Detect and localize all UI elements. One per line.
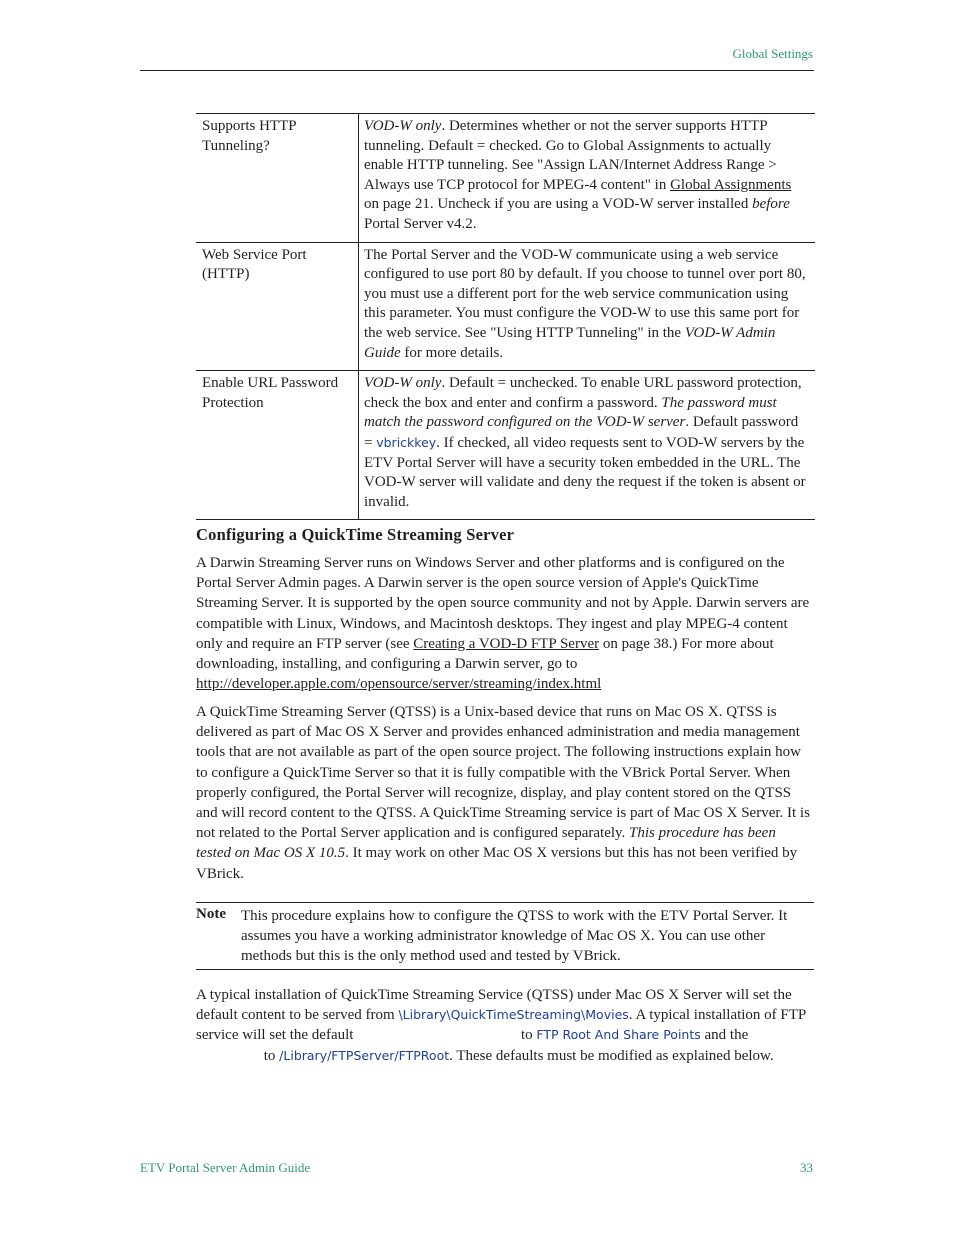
italic-text: This procedure has been tested on Mac OS X 10.5 <box>196 825 776 862</box>
italic-text: The password must match the password configured on the VOD-W server <box>364 394 777 431</box>
param-desc-url-password <box>359 371 816 520</box>
text-run: A Darwin Streaming Server runs on Windows Server and other platforms and is configured on the Portal Server Admin pages. A Darwin server is the open source version of Apple's QuickTime Streaming Server. It is supported by the open source community and not by Apple. Darwin servers are compatible with Linux, Windows, and Macintosh desktops. They ingest and play MPEG-4 content only and require an FTP server (see <box>196 555 810 652</box>
text-run: for more details. <box>400 344 504 361</box>
defaults-paragraph-block <box>196 985 814 1066</box>
text-run: to <box>260 1047 280 1064</box>
parameter-table <box>196 113 815 520</box>
darwin-paragraph-block <box>196 553 814 694</box>
qtss-paragraph <box>196 702 814 884</box>
code-text: /Library/FTPServer/FTPRoot <box>279 1047 450 1063</box>
param-desc-http-tunneling <box>359 114 816 243</box>
text-run: A typical installation of QuickTime Streaming Service (QTSS) under Mac OS X Server will set the default content to be served from <box>196 987 792 1024</box>
italic-text: VOD-W only <box>364 118 442 134</box>
code-text: vbrickkey <box>376 434 437 450</box>
param-name-web-service-port: Web Service Port (HTTP) <box>196 242 359 371</box>
note-label: Note <box>196 906 226 922</box>
table-row <box>196 114 815 243</box>
darwin-paragraph <box>196 553 814 694</box>
text-run: on page 38.) For more about downloading, installing, and configuring a Darwin server, go to <box>196 635 774 673</box>
text-run: . These defaults must be modified as explained below. <box>449 1047 774 1064</box>
text-run: to <box>517 1027 537 1044</box>
italic-text: VOD-W Admin Guide <box>364 324 776 361</box>
table-row <box>196 371 815 520</box>
footer-page-number: 33 <box>800 1160 813 1175</box>
text-run: . It may work on other Mac OS X versions but this has not been verified by VBrick. <box>196 845 798 882</box>
italic-text: VOD-W only <box>364 375 442 392</box>
qtss-paragraph-block <box>196 702 814 884</box>
header-rule <box>140 70 814 71</box>
text-run: Portal Server v4.2. <box>364 215 477 232</box>
param-name-http-tunneling: Supports HTTP Tunneling? <box>196 114 359 243</box>
text-run: on page 21. Uncheck if you are using a VOD-W server installed <box>364 196 753 213</box>
footer-guide-title: ETV Portal Server Admin Guide <box>140 1160 311 1175</box>
linked-text[interactable]: Creating a VOD-D FTP Server <box>413 635 600 652</box>
text-run: A QuickTime Streaming Server (QTSS) is a Unix-based device that runs on Mac OS X. QTSS is delivered as part of Mac OS X Server and provides enhanced administration and media management tools that are not available as part of the open source project. The following instructions explain how to configure a QuickTime Server so that it is fully compatible with the VBrick Portal Server. When properly configured, the Portal Server will recognize, display, and play content stored on the QTSS and will record content to the QTSS. A QuickTime Streaming service is part of Mac OS X Server. It is not related to the Portal Server application and is configured separately. <box>196 704 810 842</box>
section-heading-block <box>196 525 814 545</box>
running-header-section-title: Global Settings <box>732 46 813 61</box>
table-row <box>196 242 815 371</box>
italic-text: before <box>752 196 790 213</box>
linked-text[interactable]: http://developer.apple.com/opensource/server/streaming/index.html <box>196 676 602 693</box>
code-text: \Library\QuickTimeStreaming\Movies <box>398 1007 629 1023</box>
text-run: . If checked, all video requests sent to VOD-W servers by the ETV Portal Server will have a security token embedded in the URL. The VOD-W server will validate and deny the request if the token is absent or invalid. <box>364 434 806 510</box>
section-heading: Configuring a QuickTime Streaming Server <box>196 525 515 544</box>
text-run: . Default = unchecked. To enable URL password protection, check the box and enter and confirm a password. <box>364 375 802 411</box>
text-run: and the <box>700 1027 749 1044</box>
text-run: . Determines whether or not the server supports HTTP tunneling. Default = checked. Go to Global Assignments to actually enable HTTP tunneling. See "Assign LAN/Internet Address Range > Always use TCP protocol for MPEG-4 content" in <box>364 118 777 193</box>
defaults-paragraph <box>196 985 814 1066</box>
text-run: . Default password = <box>364 414 799 451</box>
param-desc-web-service-port <box>359 242 816 371</box>
linked-text[interactable]: Global Assignments <box>670 176 792 193</box>
code-text: FTP Root And Share Points <box>536 1027 701 1043</box>
text-run: The Portal Server and the VOD-W communicate using a web service configured to use port 80 by default. If you choose to tunnel over port 80, you must use a different port for the web service communication using this parameter. You must configure the VOD-W to use this same port for the web service. See "Using HTTP Tunneling" in the <box>364 246 806 341</box>
text-run: . A typical installation of FTP service will set the default <box>196 1007 806 1044</box>
param-name-url-password: Enable URL Password Protection <box>196 371 359 520</box>
note-box <box>196 902 814 970</box>
note-text: This procedure explains how to configure the QTSS to work with the ETV Portal Server. It assumes you have a working administrator knowledge of Mac OS X. You can use other methods but this is the only method used and tested by VBrick. <box>241 908 788 964</box>
